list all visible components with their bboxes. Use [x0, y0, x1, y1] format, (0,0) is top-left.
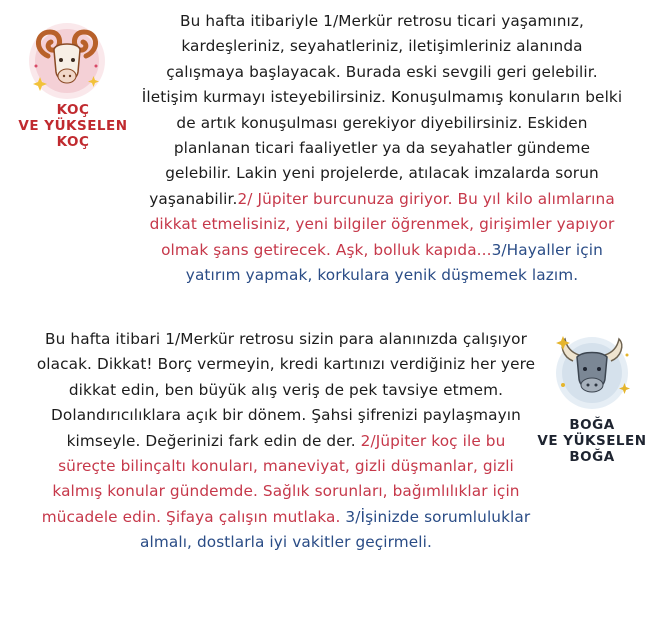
koc-horoscope-text	[140, 9, 624, 288]
boga-label-line2: VE YÜKSELEN	[537, 433, 647, 449]
koc-sign-label	[0, 102, 146, 150]
koc-text-part3: 3/Hayaller için yatırım yapmak, korkulara yenik düşmemek lazım.	[185, 240, 603, 285]
boga-sign-label	[532, 417, 652, 465]
boga-text-part3: 3/İşinizde sorumluluklar almalı, dostlarla iyi vakitler geçirmeli.	[140, 507, 531, 552]
koc-text-part2: 2/ Jüpiter burcunuza giriyor. Bu yıl kilo alımlarına dikkat etmelisiniz, yeni bilgiler öğrenmek, girişimler yapıyor olmak şans getirecek. Aşk, bolluk kapıda...	[149, 189, 615, 259]
boga-label-line1: BOĞA	[569, 417, 615, 433]
koc-label-line3: KOÇ	[56, 134, 90, 150]
taurus-bull-icon	[547, 327, 637, 413]
boga-horoscope-text	[36, 327, 536, 556]
koc-label-line2: VE YÜKSELEN	[18, 118, 128, 134]
boga-text-part1: Bu hafta itibari 1/Merkür retrosu sizin para alanınızda çalışıyor olacak. Dikkat! Borç vermeyin, kredi kartınızı verdiğiniz her yere dikkat edin, ben büyük alış veriş de pek tavsiye etmem. Dolandırıcılıklara açık bir dönem. Şahsi şifrenizi paylaşmayın kimseyle. Değerinizi fark edin de der.	[36, 330, 536, 450]
aries-ram-icon	[26, 20, 108, 102]
koc-label-line1: KOÇ	[56, 102, 90, 118]
boga-text-part2: 2/Jüpiter koç ile bu süreçte bilinçaltı konuları, maneviyat, gizli düşmanlar, gizli kalmış konular gündemde. Sağlık sorunları, bağımlılıklar için mücadele edin. Şifaya çalışın mutlaka.	[41, 431, 520, 526]
koc-text-part1: Bu hafta itibariyle 1/Merkür retrosu ticari yaşamınız, kardeşleriniz, seyahatleriniz, iletişimleriniz alanında çalışmaya başlayacak. Burada eski sevgili geri gelebilir. İletişim kurmayı isteyebilirsiniz. Konuşulmamış konuların belki de artık konuşulması gerekiyor diyebilirsiniz. Eskiden planlanan ticari faaliyetler ya da seyahatler gündeme gelebilir. Lakin yeni projelerde, atılacak imzalarda sorun yaşanabilir.	[141, 12, 623, 208]
boga-label-line3: BOĞA	[569, 449, 615, 465]
